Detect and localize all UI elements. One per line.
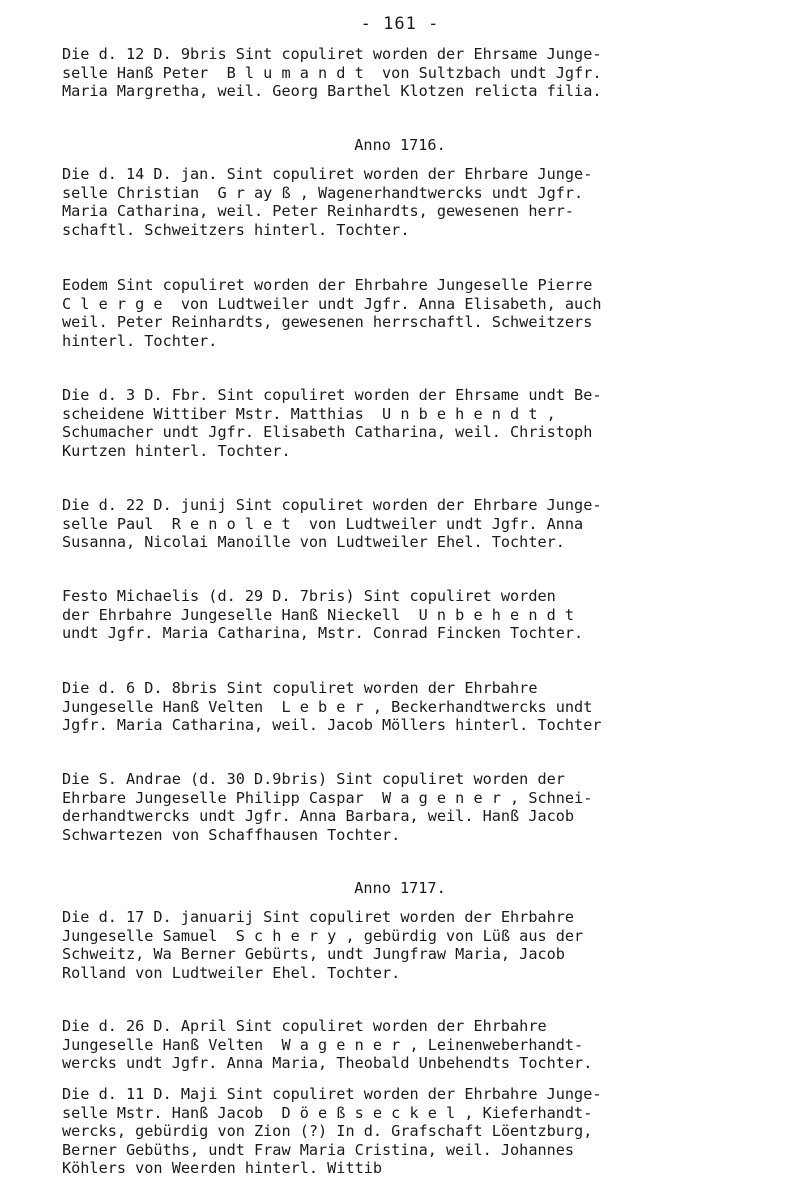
entry-line: Berner Gebüths, undt Fraw Maria Cristina, weil. Johannes bbox=[62, 1140, 575, 1159]
entry-line: Die d. 6 D. 8bris Sint copuliret worden der Ehrbahre bbox=[62, 679, 538, 697]
entry-line: selle Mstr. Hanß Jacob D ö e ß s e c k e l , Kieferhandt- bbox=[62, 1103, 593, 1122]
entry-line: undt Jgfr. Maria Catharina, Mstr. Conrad Fincken Tochter. bbox=[62, 624, 584, 642]
entry-line: derhandtwercks undt Jgfr. Anna Barbara, weil. Hanß Jacob bbox=[62, 807, 575, 825]
entry-line: Eodem Sint copuliret worden der Ehrbahre Jungeselle Pierre bbox=[62, 276, 593, 294]
entry-line: schaftl. Schweitzers hinterl. Tochter. bbox=[62, 220, 410, 239]
entry-line: Die d. 14 D. jan. Sint copuliret worden der Ehrbare Junge- bbox=[62, 165, 593, 183]
entry-line: hinterl. Tochter. bbox=[62, 331, 218, 350]
entry-line: Jungeselle Hanß Velten L e b e r , Beckerhandtwercks undt bbox=[62, 697, 593, 716]
entry-line: scheidene Wittiber Mstr. Matthias U n b e h e n d t , bbox=[62, 404, 556, 423]
marriage-entry bbox=[62, 770, 792, 844]
entry-line: Die d. 12 D. 9bris Sint copuliret worden der Ehrsame Junge- bbox=[62, 45, 602, 63]
entry-line: Jungeselle Samuel S c h e r y , gebürdig von Lüß aus der bbox=[62, 926, 584, 945]
entry-line: Die d. 26 D. April Sint copuliret worden der Ehrbahre bbox=[62, 1017, 547, 1035]
marriage-entry bbox=[62, 276, 792, 350]
marriage-entry bbox=[62, 496, 792, 552]
entry-line: Festo Michaelis (d. 29 D. 7bris) Sint copuliret worden bbox=[62, 587, 556, 605]
marriage-entry bbox=[62, 386, 792, 460]
marriage-entry bbox=[62, 1017, 792, 1073]
marriage-entry bbox=[62, 1085, 792, 1178]
entry-line: wercks undt Jgfr. Anna Maria, Theobald Unbehendts Tochter. bbox=[62, 1054, 593, 1072]
entry-line: Maria Catharina, weil. Peter Reinhardts, gewesenen herr- bbox=[62, 202, 575, 220]
entry-line: wercks, gebürdig von Zion (?) In d. Grafschaft Löentzburg, bbox=[62, 1122, 593, 1140]
year-heading-1717: Anno 1717. bbox=[354, 879, 446, 897]
entry-line: selle Paul R e n o l e t von Ludtweiler undt Jgfr. Anna bbox=[62, 514, 584, 533]
entry-line: C l e r g e von Ludtweiler undt Jgfr. Anna Elisabeth, auch bbox=[62, 294, 602, 313]
entry-line: Ehrbare Jungeselle Philipp Caspar W a g e n e r , Schnei- bbox=[62, 788, 593, 807]
entry-line: der Ehrbahre Jungeselle Hanß Nieckell U n b e h e n d t bbox=[62, 605, 575, 624]
entry-line: Jgfr. Maria Catharina, weil. Jacob Möllers hinterl. Tochter bbox=[62, 716, 602, 734]
entry-line: Die d. 3 D. Fbr. Sint copuliret worden der Ehrsame undt Be- bbox=[62, 386, 602, 404]
marriage-entry bbox=[62, 45, 792, 101]
entry-line: Susanna, Nicolai Manoille von Ludtweiler Ehel. Tochter. bbox=[62, 533, 565, 551]
entry-line: Köhlers von Weerden hinterl. Wittib bbox=[62, 1159, 383, 1177]
entry-line: Maria Margretha, weil. Georg Barthel Klotzen relicta filia. bbox=[62, 82, 602, 100]
entry-line: Die d. 11 D. Maji Sint copuliret worden der Ehrbahre Junge- bbox=[62, 1085, 602, 1103]
entry-line: Schumacher undt Jgfr. Elisabeth Catharina, weil. Christoph bbox=[62, 423, 593, 441]
entry-line: Kurtzen hinterl. Tochter. bbox=[62, 441, 291, 460]
marriage-entry bbox=[62, 908, 792, 982]
entry-line: Schweitz, Wa Berner Gebürts, undt Jungfraw Maria, Jacob bbox=[62, 945, 565, 963]
entry-line: Rolland von Ludtweiler Ehel. Tochter. bbox=[62, 963, 401, 982]
entry-line: Schwartezen von Schaffhausen Tochter. bbox=[62, 825, 401, 844]
entry-line: Die d. 17 D. januarij Sint copuliret worden der Ehrbahre bbox=[62, 908, 575, 926]
entry-line: Die S. Andrae (d. 30 D.9bris) Sint copuliret worden der bbox=[62, 770, 565, 788]
marriage-entry bbox=[62, 165, 792, 239]
entry-line: weil. Peter Reinhardts, gewesenen herrschaftl. Schweitzers bbox=[62, 313, 593, 331]
entry-line: Die d. 22 D. junij Sint copuliret worden der Ehrbare Junge- bbox=[62, 496, 602, 514]
marriage-entry bbox=[62, 679, 792, 735]
page-number: - 161 - bbox=[360, 14, 440, 34]
entry-line: selle Christian G r ay ß , Wagenerhandtwercks undt Jgfr. bbox=[62, 183, 584, 202]
year-heading-1716: Anno 1716. bbox=[354, 136, 446, 154]
entry-line: Jungeselle Hanß Velten W a g e n e r , Leinenweberhandt- bbox=[62, 1035, 584, 1054]
marriage-entry bbox=[62, 587, 792, 643]
entry-line: selle Hanß Peter B l u m a n d t von Sultzbach undt Jgfr. bbox=[62, 63, 602, 82]
